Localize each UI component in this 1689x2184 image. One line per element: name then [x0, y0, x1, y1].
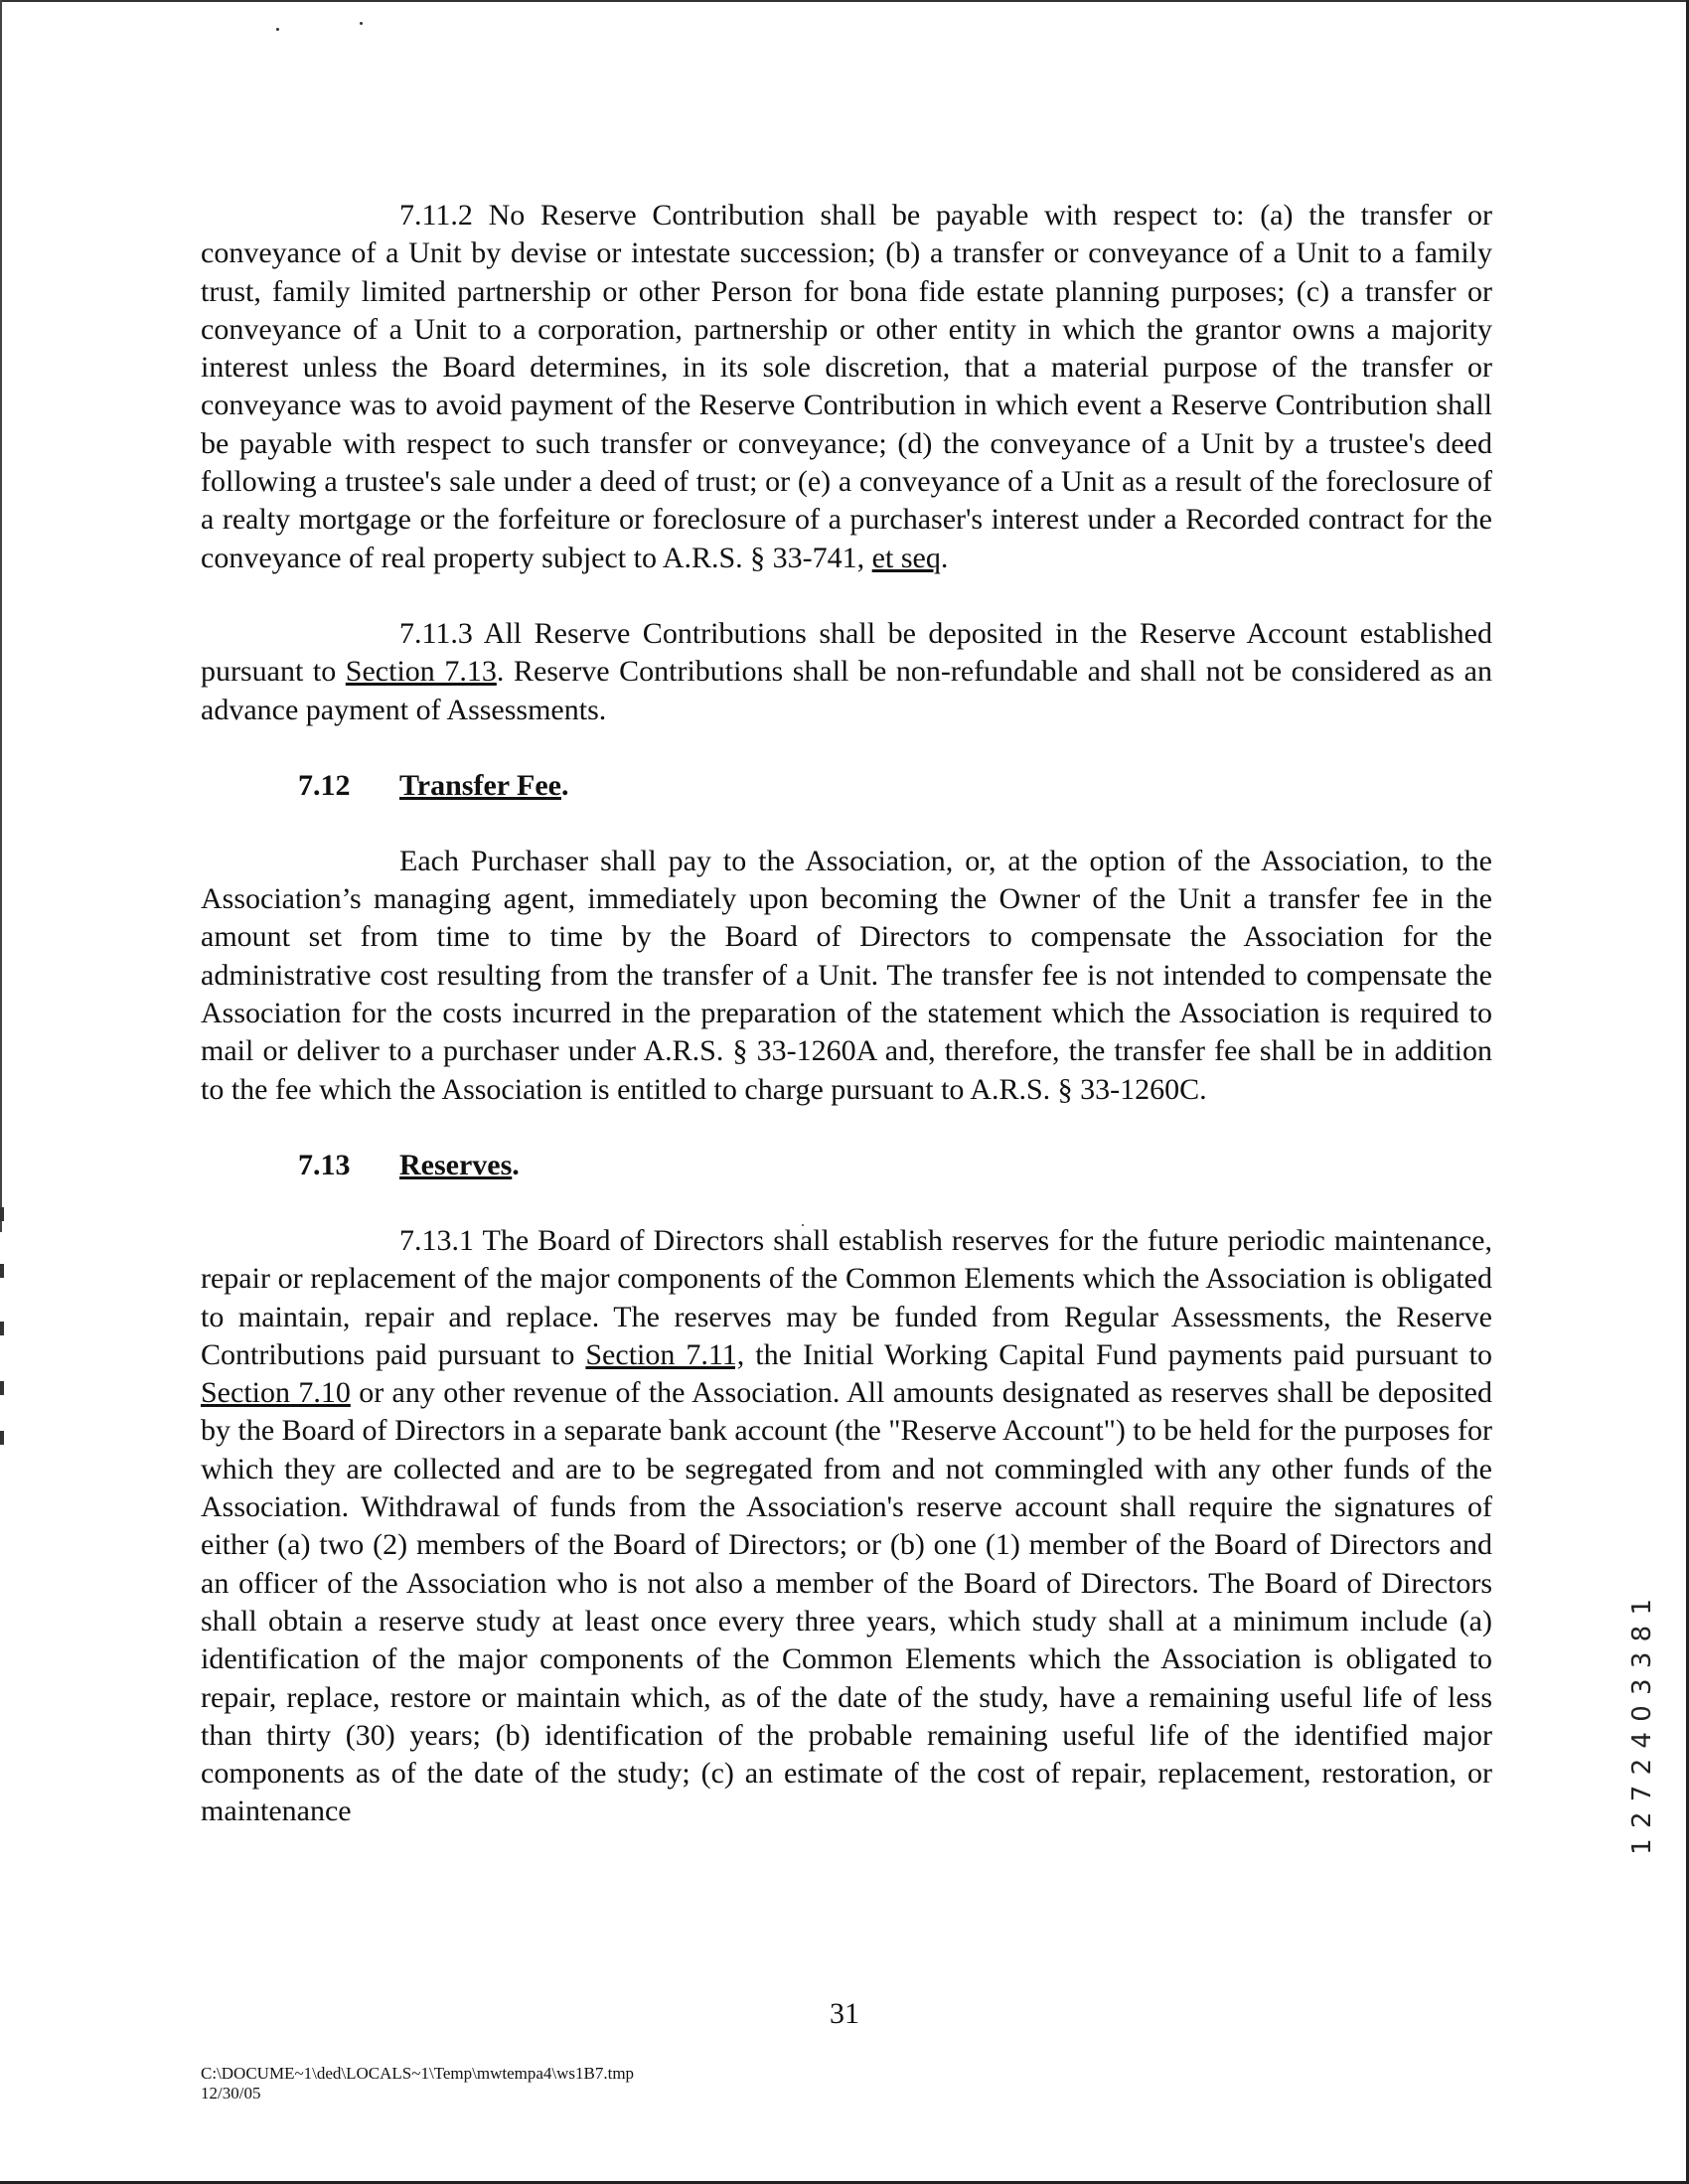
heading-period: . — [512, 1148, 520, 1181]
section-reference: Section 7.10 — [201, 1376, 351, 1410]
paragraph-7-11-3 — [201, 615, 1492, 729]
document-body — [201, 197, 1492, 1831]
paragraph-text: 7.11.2 No Reserve Contribution shall be payable with respect to: (a) the transfer or conveyance of a Unit by devise or intestate succession; (b) a transfer or conveyance of a Unit to a family trust, family limited partnership or other Person for bona fide estate planning purposes; (c) a transfer or conveyance of a Unit to a corporation, partnership or other entity in which the grantor owns a majority interest unless the Board determines, in its sole discretion, that a material purpose of the transfer or conveyance was to avoid payment of the Reserve Contribution in which event a Reserve Contribution shall be payable with respect to such transfer or conveyance; (d) the conveyance of a Unit by a trustee's deed following a trustee's sale under a deed of trust; or (e) a conveyance of a Unit as a result of the foreclosure of a realty mortgage or the forfeiture or foreclosure of a purchaser's interest under a Recorded contract for the conveyance of real property subject to A.R.S. § 33-741, — [201, 199, 1492, 574]
scan-edge-mark — [0, 1207, 4, 1221]
page-border-left — [0, 0, 2, 1232]
paragraph-text: the Initial Working Capital Fund payments paid pursuant to — [744, 1337, 1492, 1371]
section-title: Reserves — [399, 1148, 513, 1181]
section-reference: Section 7.13 — [345, 655, 497, 689]
heading-period: . — [561, 768, 569, 802]
scan-edge-mark — [0, 1431, 4, 1445]
paragraph-7-11-2 — [201, 197, 1492, 577]
document-footer — [201, 2064, 634, 2104]
docket-number-stamp: 1 2 7 2 4 0 3 3 8 1 — [1627, 1598, 1657, 1855]
paragraph-7-12 — [201, 843, 1492, 1109]
paragraph-gap — [201, 1184, 1492, 1222]
paragraph-text: Each Purchaser shall pay to the Association, or, at the option of the Association, to the Association’s managing agent, immediately upon becoming the Owner of the Unit a transfer fee in the amount set from time to time by the Board of Directors to compensate the Association for the administrative cost resulting from the transfer of a Unit. The transfer fee is not intended to compensate the Association for the costs incurred in the preparation of the statement which the Association is required to mail or deliver to a purchaser under A.R.S. § 33-1260A and, therefore, the transfer fee shall be in addition to the fee which the Association is entitled to charge pursuant to A.R.S. § 33-1260C. — [201, 844, 1492, 1106]
paragraph-gap — [201, 1109, 1492, 1147]
footer-file-path: C:\DOCUME~1\ded\LOCALS~1\Temp\mwtempa4\ws1B7.tmp — [201, 2064, 635, 2083]
heading-7-12 — [201, 767, 1492, 805]
scan-edge-mark — [0, 1381, 4, 1395]
footer-date: 12/30/05 — [201, 2084, 261, 2103]
paragraph-text: 7.13.1 The Board of Directors shall establish reserves for the future periodic maintenance, repair or replacement of the major components of the Common Elements which the Association is obligated to maintain, repair and replace. The reserves may be funded from Regular Assessments, the Reserve Contributions paid pursuant to — [201, 1223, 1492, 1371]
paragraph-text: 7.11.3 All Reserve Contributions shall be deposited in the Reserve Account established pursuant to — [201, 616, 1492, 689]
section-number: 7.13 — [298, 1148, 351, 1181]
page-border-top — [0, 0, 1689, 2]
scan-edge-mark — [0, 1264, 4, 1278]
section-title: Transfer Fee — [399, 768, 561, 802]
paragraph-gap — [201, 729, 1492, 767]
section-reference: Section 7.11, — [585, 1337, 745, 1371]
paragraph-7-13-1 — [201, 1222, 1492, 1831]
paragraph-text: or any other revenue of the Association. All amounts designated as reserves shall be deposited by the Board of Directors in a separate bank account (the "Reserve Account") to be held for the purposes for which they are collected and are to be segregated from and not commingled with any other funds of the Association. Withdrawal of funds from the Association's reserve account shall require the signatures of either (a) two (2) members of the Board of Directors; or (b) one (1) member of the Board of Directors and an officer of the Association who is not also a member of the Board of Directors. The Board of Directors shall obtain a reserve study at least once every three years, which study shall at a minimum include (a) identification of the major components of the Common Elements which the Association is obligated to repair, replace, restore or maintain which, as of the date of the study, have a remaining useful life of less than thirty (30) years; (b) identification of the probable remaining useful life of the identified major components as of the date of the study; (c) an estimate of the cost of repair, replacement, restoration, or maintenance — [201, 1376, 1492, 1828]
paragraph-text: . — [940, 541, 949, 574]
scan-speck — [360, 22, 363, 25]
citation-et-seq: et seq — [871, 541, 941, 574]
paragraph-gap — [201, 577, 1492, 615]
page-number: 31 — [830, 1997, 859, 2030]
paragraph-gap — [201, 805, 1492, 843]
paragraph-text: . Reserve Contributions shall be non-refundable and shall not be considered as an advance payment of Assessments. — [201, 655, 1492, 726]
heading-7-13 — [201, 1147, 1492, 1184]
scan-speck — [276, 28, 279, 31]
scan-edge-mark — [0, 1322, 4, 1335]
section-number: 7.12 — [298, 768, 351, 802]
